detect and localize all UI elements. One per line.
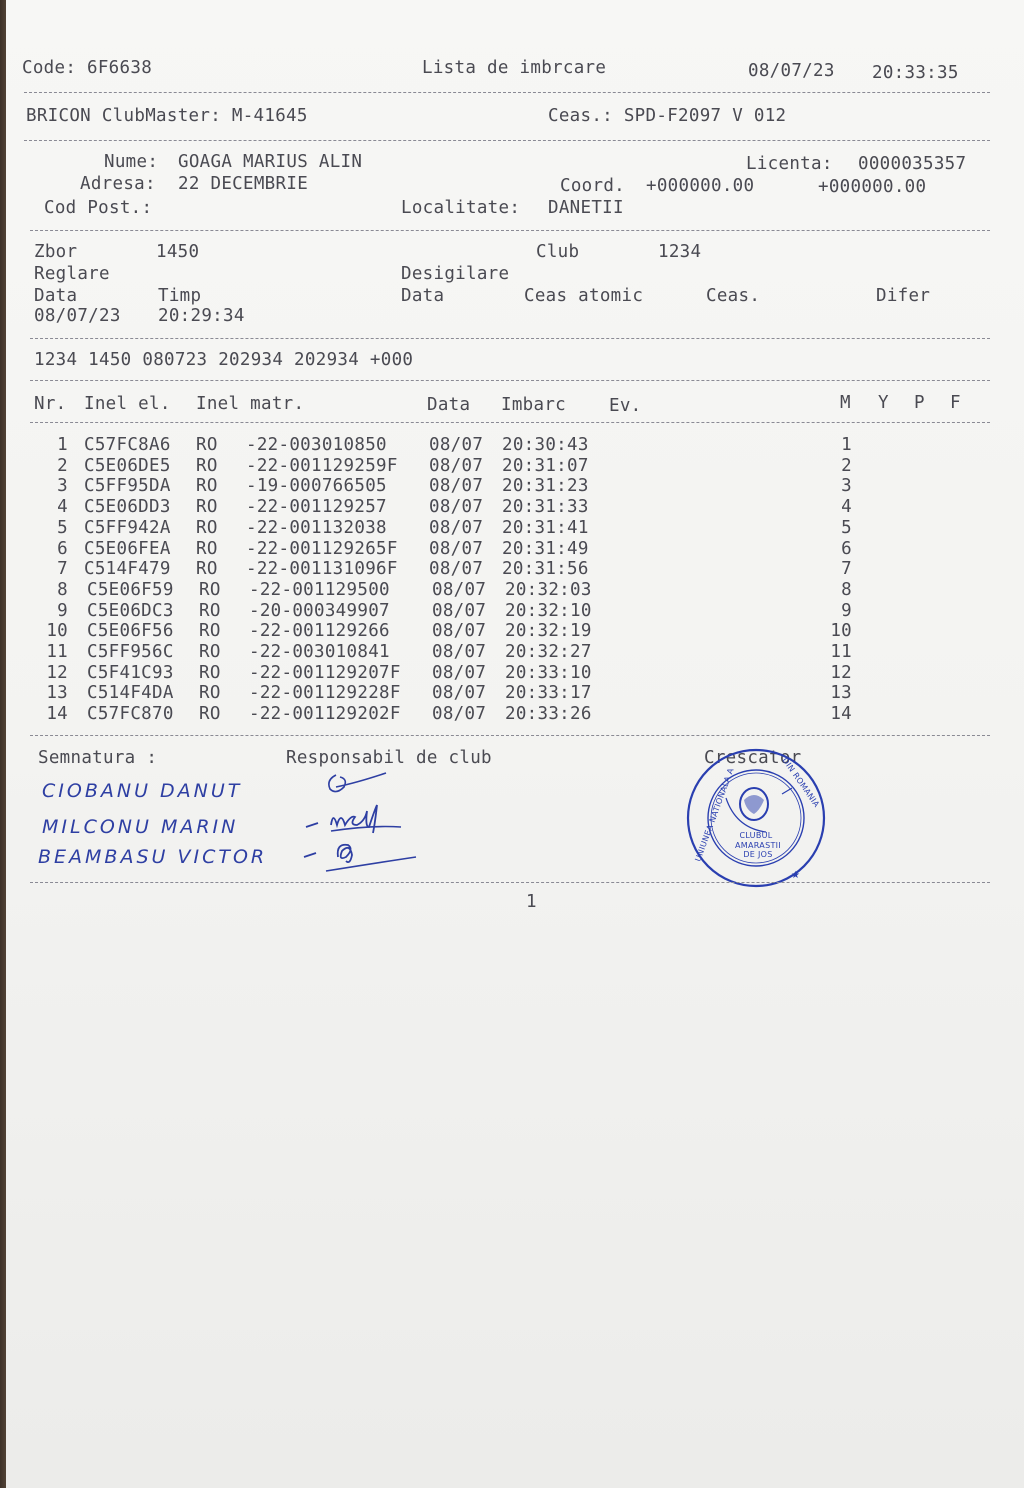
signature-scribbles [296,755,436,880]
data-label: Data [34,286,78,306]
cell-matr: -19-000766505 [246,476,387,496]
cell-cc: RO [196,539,218,559]
cell-cc: RO [196,456,218,476]
cell-nr: 11 [46,642,68,662]
postcode-label: Cod Post.: [44,198,153,218]
cell-data: 08/07 [429,559,484,579]
col-data: Data [427,395,471,415]
divider [30,422,990,423]
cell-matr: -22-001129207F [249,663,401,683]
cell-time: 20:31:56 [502,559,589,579]
cell-nr: 12 [46,663,68,683]
cell-el: C5E06DC3 [87,601,174,621]
zbor-value: 1450 [156,242,200,262]
cell-m: 1 [841,435,852,455]
cell-cc: RO [199,580,221,600]
page-number: 1 [526,892,537,912]
col-nr: Nr. [34,394,67,414]
cell-time: 20:33:10 [505,663,592,683]
difer-label: Difer [876,286,931,306]
coord-x: +000000.00 [646,176,755,196]
license-label: Licenta: [746,154,833,174]
cell-m: 3 [841,476,852,496]
cell-cc: RO [196,518,218,538]
cell-data: 08/07 [432,601,487,621]
cell-matr: -22-001131096F [246,559,398,579]
divider [24,92,990,93]
cell-data: 08/07 [429,497,484,517]
club-stamp [686,738,846,898]
cell-cc: RO [196,476,218,496]
cell-nr: 8 [57,580,68,600]
cell-nr: 13 [46,683,68,703]
cell-m: 13 [830,683,852,703]
cell-el: C5FF95DA [84,476,171,496]
cell-cc: RO [196,559,218,579]
coord-y: +000000.00 [818,177,927,197]
cell-data: 08/07 [432,621,487,641]
cell-el: C514F479 [84,559,171,579]
cell-data: 08/07 [429,539,484,559]
data2-label: Data [401,286,445,306]
cell-cc: RO [196,435,218,455]
cell-matr: -20-000349907 [249,601,390,621]
cell-m: 5 [841,518,852,538]
address-label: Adresa: [80,174,156,194]
reglare-time: 20:29:34 [158,306,245,326]
svg-text:UNIUNEA NATIONALA A: UNIUNEA NATIONALA A [693,766,736,863]
cell-el: C5F41C93 [87,663,174,683]
cell-nr: 3 [57,476,68,496]
cell-time: 20:33:17 [505,683,592,703]
handwritten-name-1: CIOBANU DANUT [42,780,243,802]
cell-matr: -22-003010841 [249,642,390,662]
cell-nr: 7 [57,559,68,579]
handwritten-name-2: MILCONU MARIN [42,816,239,838]
responsabil-label: Responsabil de club [286,748,492,768]
cell-cc: RO [199,683,221,703]
flight-code-line: 1234 1450 080723 202934 202934 +000 [34,350,414,370]
cell-data: 08/07 [429,518,484,538]
atomic-label: Ceas atomic [524,286,644,306]
svg-text:DIN ROMANIA: DIN ROMANIA [780,755,822,809]
svg-text:DE JOS: DE JOS [743,850,773,859]
col-imbarc: Imbarc [501,395,567,415]
cell-matr: -22-001129259F [246,456,398,476]
doc-code: Code: 6F6638 [22,58,153,78]
cell-cc: RO [196,497,218,517]
club-value: 1234 [658,242,702,262]
cell-time: 20:33:26 [505,704,592,724]
cell-time: 20:31:33 [502,497,589,517]
ceas-label: Ceas. [706,286,761,306]
svg-text:CLUBUL: CLUBUL [739,831,773,840]
cell-nr: 2 [57,456,68,476]
cell-m: 6 [841,539,852,559]
cell-time: 20:31:07 [502,456,589,476]
cell-nr: 4 [57,497,68,517]
col-m: M [840,393,851,413]
cell-el: C5E06DE5 [84,456,171,476]
cell-m: 7 [841,559,852,579]
cell-cc: RO [199,621,221,641]
cell-data: 08/07 [432,580,487,600]
cell-m: 10 [830,621,852,641]
col-f: F [950,393,961,413]
svg-text:AMARASTII: AMARASTII [735,841,781,850]
col-p: P [914,393,925,413]
cell-nr: 1 [57,435,68,455]
cell-time: 20:32:27 [505,642,592,662]
desigilare-label: Desigilare [401,264,510,284]
locality-value: DANETII [548,198,624,218]
cell-matr: -22-001132038 [246,518,387,538]
cell-time: 20:31:23 [502,476,589,496]
name-label: Nume: [104,152,159,172]
divider [30,380,990,381]
cell-el: C514F4DA [87,683,174,703]
cell-el: C5E06F56 [87,621,174,641]
license-number: 0000035357 [858,154,967,174]
handwritten-name-3: BEAMBASU VICTOR [38,846,268,868]
cell-time: 20:30:43 [502,435,589,455]
cell-m: 11 [830,642,852,662]
cell-m: 14 [830,704,852,724]
col-ev: Ev. [609,396,642,416]
divider [30,882,990,883]
cell-matr: -22-003010850 [246,435,387,455]
locality-label: Localitate: [401,198,521,218]
clubmaster-id: BRICON ClubMaster: M-41645 [26,106,308,126]
cell-data: 08/07 [432,683,487,703]
cell-cc: RO [199,704,221,724]
cell-data: 08/07 [429,476,484,496]
cell-matr: -22-001129257 [246,497,387,517]
divider [24,140,990,141]
cell-cc: RO [199,642,221,662]
cell-cc: RO [199,663,221,683]
divider [30,230,990,231]
divider [30,338,990,339]
cell-el: C5E06F59 [87,580,174,600]
col-inel-matr: Inel matr. [196,394,305,414]
cell-matr: -22-001129202F [249,704,401,724]
cell-m: 9 [841,601,852,621]
cell-data: 08/07 [432,663,487,683]
cell-el: C57FC8A6 [84,435,171,455]
doc-date: 08/07/23 [748,61,835,81]
cell-matr: -22-001129266 [249,621,390,641]
cell-el: C5FF956C [87,642,174,662]
cell-el: C5E06FEA [84,539,171,559]
cell-nr: 5 [57,518,68,538]
owner-name: GOAGA MARIUS ALIN [178,152,363,172]
cell-m: 4 [841,497,852,517]
owner-address: 22 DECEMBRIE [178,174,309,194]
cell-matr: -22-001129500 [249,580,390,600]
cell-time: 20:31:49 [502,539,589,559]
cell-matr: -22-001129265F [246,539,398,559]
cell-nr: 10 [46,621,68,641]
cell-el: C5E06DD3 [84,497,171,517]
clock-id: Ceas.: SPD-F2097 V 012 [548,106,787,126]
cell-el: C5FF942A [84,518,171,538]
divider [30,735,990,736]
doc-title: Lista de imbrcare [422,58,607,78]
cell-m: 8 [841,580,852,600]
reglare-date: 08/07/23 [34,306,121,326]
cell-nr: 14 [46,704,68,724]
coord-label: Coord. [560,176,626,196]
cell-time: 20:32:19 [505,621,592,641]
doc-time: 20:33:35 [872,63,959,83]
cell-el: C57FC870 [87,704,174,724]
club-label: Club [536,242,580,262]
cell-matr: -22-001129228F [249,683,401,703]
cell-time: 20:32:03 [505,580,592,600]
cell-time: 20:32:10 [505,601,592,621]
cell-data: 08/07 [432,704,487,724]
col-inel-el: Inel el. [84,394,171,414]
cell-data: 08/07 [432,642,487,662]
timp-label: Timp [158,286,202,306]
zbor-label: Zbor [34,242,78,262]
cell-time: 20:31:41 [502,518,589,538]
cell-m: 12 [830,663,852,683]
semnatura-label: Semnatura : [38,748,158,768]
svg-text:★: ★ [791,870,801,881]
document-page [6,0,1024,1488]
cell-nr: 6 [57,539,68,559]
cell-m: 2 [841,456,852,476]
col-y: Y [878,393,889,413]
cell-data: 08/07 [429,456,484,476]
reglare-label: Reglare [34,264,110,284]
cell-data: 08/07 [429,435,484,455]
crescator-label: Crescator [704,748,802,768]
cell-nr: 9 [57,601,68,621]
cell-cc: RO [199,601,221,621]
